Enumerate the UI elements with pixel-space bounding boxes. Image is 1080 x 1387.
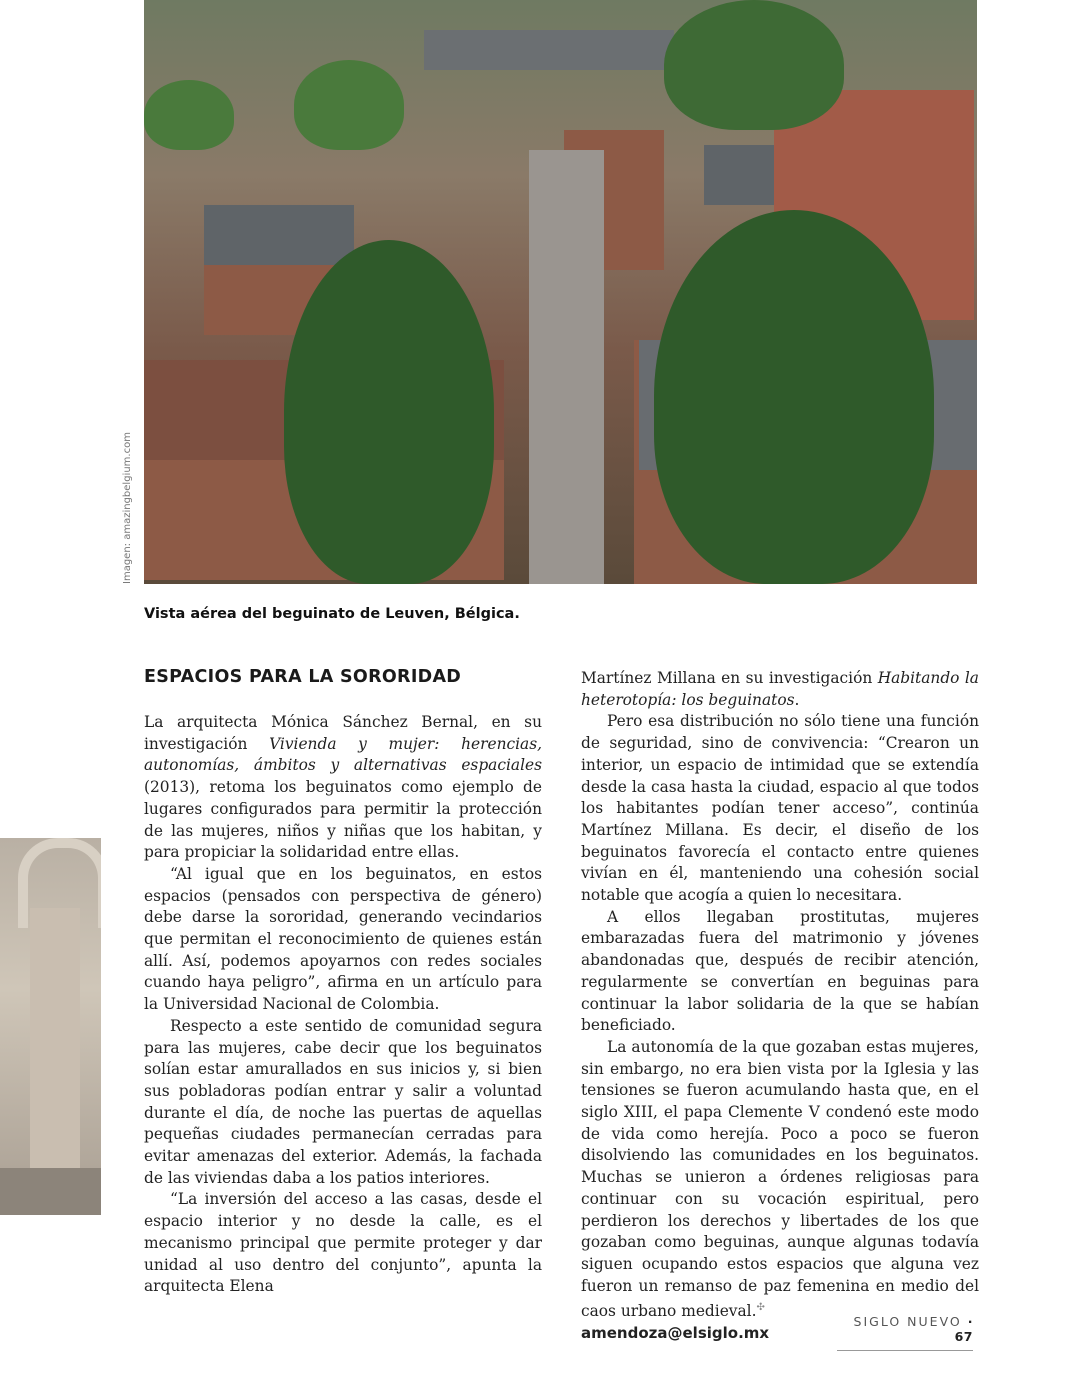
article-column-1 (144, 712, 542, 1298)
section-heading: ESPACIOS PARA LA SORORIDAD (144, 667, 462, 687)
magazine-name: SIGLO NUEVO (853, 1314, 962, 1329)
paragraph: Martínez Millana en su investigación Habitando la heterotopía: los beguinatos. (581, 669, 979, 709)
page-number: 67 (954, 1329, 973, 1344)
paragraph: La autonomía de la que gozaban estas mujeres, sin embargo, no era bien vista por la Iglesia y las tensiones se fueron acumulando hasta que, en el siglo XIII, el papa Clemente V condenó este modo de vida como herejía. Poco a poco se fueron disolviendo las comunidades en los beguinatos. Muchas se unieron a órdenes religiosas para continuar con su vocación espiritual, pero perdieron los derechos y libertades de los que gozaban como beguinas, aunque algunas todavía siguen ocupando estos espacios que alguna vez fueron un remanso de paz femenina en medio del caos urbano medieval.✣ (581, 1037, 979, 1321)
paragraph: “La inversión del acceso a las casas, desde el espacio interior y no desde la calle, es el mecanismo principal que permite proteger y dar unidad al uso dentro del conjunto”, apunta la arquitecta Elena (144, 1190, 542, 1296)
photo-caption: Vista aérea del beguinato de Leuven, Bélgica. (144, 606, 520, 622)
article-column-2 (581, 668, 979, 1345)
page-footer (837, 1314, 973, 1351)
photo-credit: Imagen: amazingbelgium.com (122, 432, 133, 584)
paragraph: Respecto a este sentido de comunidad segura para las mujeres, cabe decir que los beguinatos solían estar amurallados en sus inicios y, si bien sus pobladoras podían entrar y salir a voluntad durante el día, de noche las puertas de aquellas pequeñas ciudades permanecían cerradas para evitar amenazas del exterior. Además, la fachada de las viviendas daba a los patios interiores. (144, 1016, 542, 1187)
footer-separator: · (967, 1314, 973, 1329)
paragraph: “Al igual que en los beguinatos, en estos espacios (pensados con perspectiva de género) debe darse la sororidad, generando vecindarios que permitan el reconocimiento de quienes están allí. Así, podemos apoyarnos con redes sociales cuando haya peligro”, afirma en un artículo para la Universidad Nacional de Colombia. (144, 864, 542, 1014)
paragraph: Pero esa distribución no sólo tiene una función de seguridad, sino de convivencia: “Crearon un interior, un espacio de intimidad que se extendía desde la casa hasta la ciudad, espacio al que todos los habitantes podían tener acceso”, continúa Martínez Millana. Es decir, el diseño de los beguinatos favorecía el contacto entre quienes vivían en él, manteniendo una cohesión social notable que acogía a quien lo necesitara. (581, 712, 979, 905)
beguinage-aerial-photo (144, 0, 977, 584)
author-email[interactable]: amendoza@elsiglo.mx (581, 1324, 770, 1343)
paragraph: A ellos llegaban prostitutas, mujeres embarazadas fuera del matrimonio y jóvenes abandonadas que, después de recibir atención, regularmente se convertían en beguinas para continuar la labor solidaria de la que se habían beneficiado. (581, 907, 979, 1035)
end-mark-icon: ✣ (756, 1302, 765, 1314)
cloister-side-photo (0, 838, 101, 1215)
paragraph: La arquitecta Mónica Sánchez Bernal, en su investigación Vivienda y mujer: herencias, autonomías, ámbitos y alternativas espaciales (2013), retoma los beguinatos como ejemplo de lugares configurados para permitir la protección de las mujeres, niños y niñas que los habitan, y para propiciar la solidaridad entre ellas. (144, 713, 542, 862)
